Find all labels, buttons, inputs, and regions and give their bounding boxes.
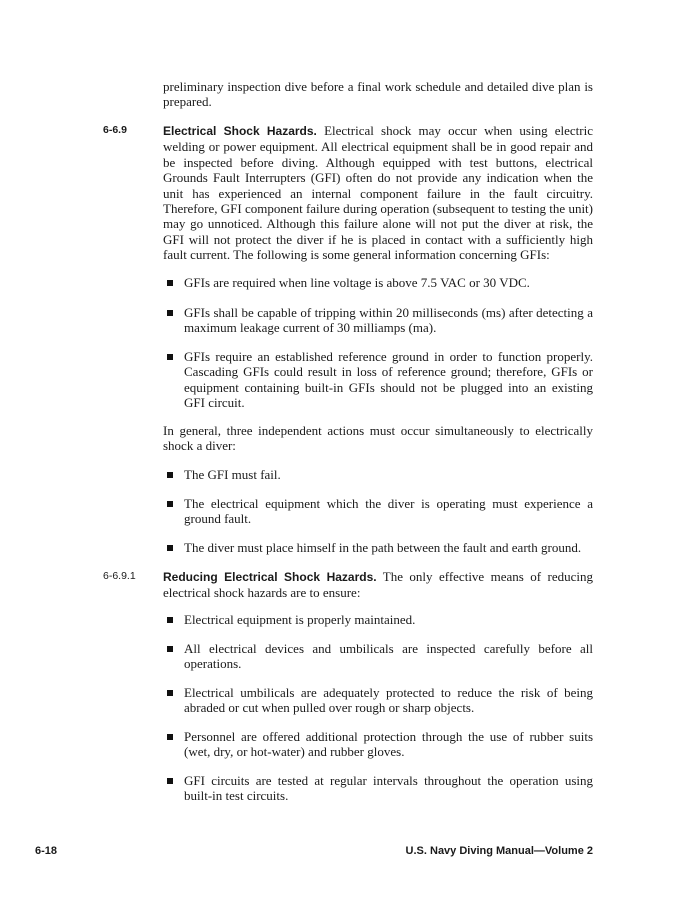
bullet-icon	[167, 646, 173, 652]
bullet-icon	[167, 310, 173, 316]
list-item	[184, 612, 593, 627]
section-heading: Electrical Shock Hazards.	[163, 124, 317, 138]
list-item	[184, 275, 593, 290]
list-item	[184, 641, 593, 672]
bullet-icon	[167, 734, 173, 740]
section-number: 6-6.9	[103, 124, 127, 136]
list-item-text: The GFI must fail.	[184, 467, 281, 482]
list-item	[184, 305, 593, 336]
list-item-text: GFIs are required when line voltage is above 7.5 VAC or 30 VDC.	[184, 275, 530, 290]
list-item-text: GFIs require an established reference ground in order to function properly. Cascading GFIs could result in loss of reference ground; therefore, GFIs or equipment containing built-in GFIs should not be plugged into an existing GFI circuit.	[184, 349, 593, 411]
section-text: Electrical shock may occur when using electric welding or power equipment. All electrical equipment shall be in good repair and be inspected before diving. Although equipped with test buttons, electrical Grounds Fault Interrupters (GFI) often do not provide any indication when the unit has experienced an internal component failure in the fault circuitry. Therefore, GFI component failure during operation (subsequent to testing the unit) may go unnoticed. Although this failure alone will not put the diver at risk, the GFI will not protect the diver if he is placed in contact with a sufficiently high fault current. The following is some general information concerning GFIs:	[163, 123, 593, 263]
list-item-text: The diver must place himself in the path between the fault and earth ground.	[184, 540, 582, 555]
bullet-icon	[167, 501, 173, 507]
list-item	[184, 685, 593, 716]
bullet-icon	[167, 690, 173, 696]
bullet-icon	[167, 472, 173, 478]
bullet-icon	[167, 354, 173, 360]
subsection-number: 6-6.9.1	[103, 570, 136, 582]
subsection-heading: Reducing Electrical Shock Hazards.	[163, 570, 377, 584]
list-item	[184, 540, 593, 555]
footer-title: U.S. Navy Diving Manual—Volume 2	[405, 845, 593, 857]
list-item-text: All electrical devices and umbilicals are inspected carefully before all operations.	[184, 641, 593, 672]
list-item-text: Electrical umbilicals are adequately protected to reduce the risk of being abraded or cut when pulled over rough or sharp objects.	[184, 685, 593, 716]
subsection-paragraph	[163, 569, 593, 601]
list-item-text: Personnel are offered additional protection through the use of rubber suits (wet, dry, or hot-water) and rubber gloves.	[184, 729, 593, 760]
bullet-icon	[167, 778, 173, 784]
bullet-icon	[167, 280, 173, 286]
bullet-icon	[167, 545, 173, 551]
list-item-text: Electrical equipment is properly maintained.	[184, 612, 416, 627]
section-paragraph	[163, 123, 593, 263]
list-item-text: The electrical equipment which the diver is operating must experience a ground fault.	[184, 496, 593, 527]
intro-paragraph: preliminary inspection dive before a final work schedule and detailed dive plan is prepared.	[163, 79, 593, 110]
list-item	[184, 496, 593, 527]
list-item-text: GFI circuits are tested at regular intervals throughout the operation using built-in test circuits.	[184, 773, 593, 804]
subsection-text: The only effective means of reducing electrical shock hazards are to ensure:	[163, 569, 593, 601]
page-number: 6-18	[35, 845, 58, 857]
list-item	[184, 773, 593, 804]
paragraph: In general, three independent actions must occur simultaneously to electrically shock a diver:	[163, 423, 593, 454]
bullet-icon	[167, 617, 173, 623]
list-item	[184, 467, 593, 482]
list-item	[184, 729, 593, 760]
list-item-text: GFIs shall be capable of tripping within 20 milliseconds (ms) after detecting a maximum leakage current of 30 milliamps (ma).	[184, 305, 593, 336]
list-item	[184, 349, 593, 411]
